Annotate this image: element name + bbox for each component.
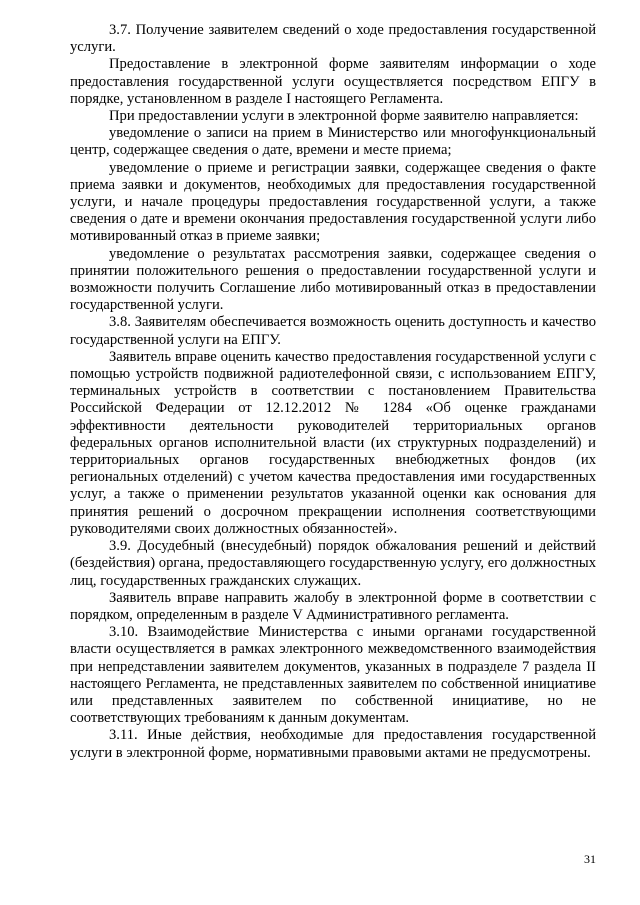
page-body	[70, 22, 596, 762]
page-number: 31	[584, 852, 596, 866]
paragraph-registration-notice: уведомление о приеме и регистрации заявки, содержащее сведения о факте приема заявки и документов, необходимых для предоставления государственной услуги, и начале процедуры предоставления государственной услуги, а также сведения о дате и времени окончания предоставления государственной услуги либо мотивированный отказ в приеме заявки;	[70, 159, 596, 245]
paragraph-electronic-info: Предоставление в электронной форме заявителям информации о ходе предоставления государственной услуги осуществляется посредством ЕПГУ в порядке, установленном в разделе I настоящего Регламента.	[70, 56, 596, 107]
paragraph-appointment-notice: уведомление о записи на прием в Министерство или многофункциональный центр, содержащее сведения о дате, времени и месте приема;	[70, 125, 596, 159]
paragraph-3-8-heading: 3.8. Заявителям обеспечивается возможность оценить доступность и качество государственной услуги на ЕПГУ.	[70, 314, 596, 348]
paragraph-complaint: Заявитель вправе направить жалобу в электронной форме в соответствии с порядком, определенным в разделе V Административного регламента.	[70, 589, 596, 623]
paragraph-3-7-heading: 3.7. Получение заявителем сведений о ходе предоставления государственной услуги.	[70, 22, 596, 56]
paragraph-3-10-interaction: 3.10. Взаимодействие Министерства с иными органами государственной власти осуществляется в рамках электронного межведомственного взаимодействия при непредставлении заявителем документов, указанных в подразделе 7 раздела II настоящего Регламента, не представленных заявителем по собственной инициативе или представленных заявителем по собственной инициативе, но не соответствующих требованиям к данным документам.	[70, 624, 596, 727]
paragraph-quality-assessment: Заявитель вправе оценить качество предоставления государственной услуги с помощью устройств подвижной радиотелефонной связи, с использованием ЕПГУ, терминальных устройств в соответствии с постановлением Правительства Российской Федерации от 12.12.2012 № 1284 «Об оценке гражданами эффективности деятельности руководителей территориальных органов федеральных органов исполнительной власти (их структурных подразделений) и территориальных органов государственных внебюджетных фондов (их региональных отделений) с учетом качества предоставления ими государственных услуг, а также о применении результатов указанной оценки как основания для принятия решений о досрочном прекращении исполнения соответствующими руководителями своих должностных обязанностей».	[70, 348, 596, 537]
paragraph-3-9-heading: 3.9. Досудебный (внесудебный) порядок обжалования решений и действий (бездействия) органа, предоставляющего государственную услугу, его должностных лиц, государственных гражданских служащих.	[70, 538, 596, 589]
paragraph-result-notice: уведомление о результатах рассмотрения заявки, содержащее сведения о принятии положительного решения о предоставлении государственной услуги и возможности получить Соглашение либо мотивированный отказ в предоставлении государственной услуги.	[70, 245, 596, 314]
paragraph-notifications-intro: При предоставлении услуги в электронной форме заявителю направляется:	[109, 108, 579, 125]
paragraph-3-11-other-actions: 3.11. Иные действия, необходимые для предоставления государственной услуги в электронной форме, нормативными правовыми актами не предусмотрены.	[70, 727, 596, 761]
